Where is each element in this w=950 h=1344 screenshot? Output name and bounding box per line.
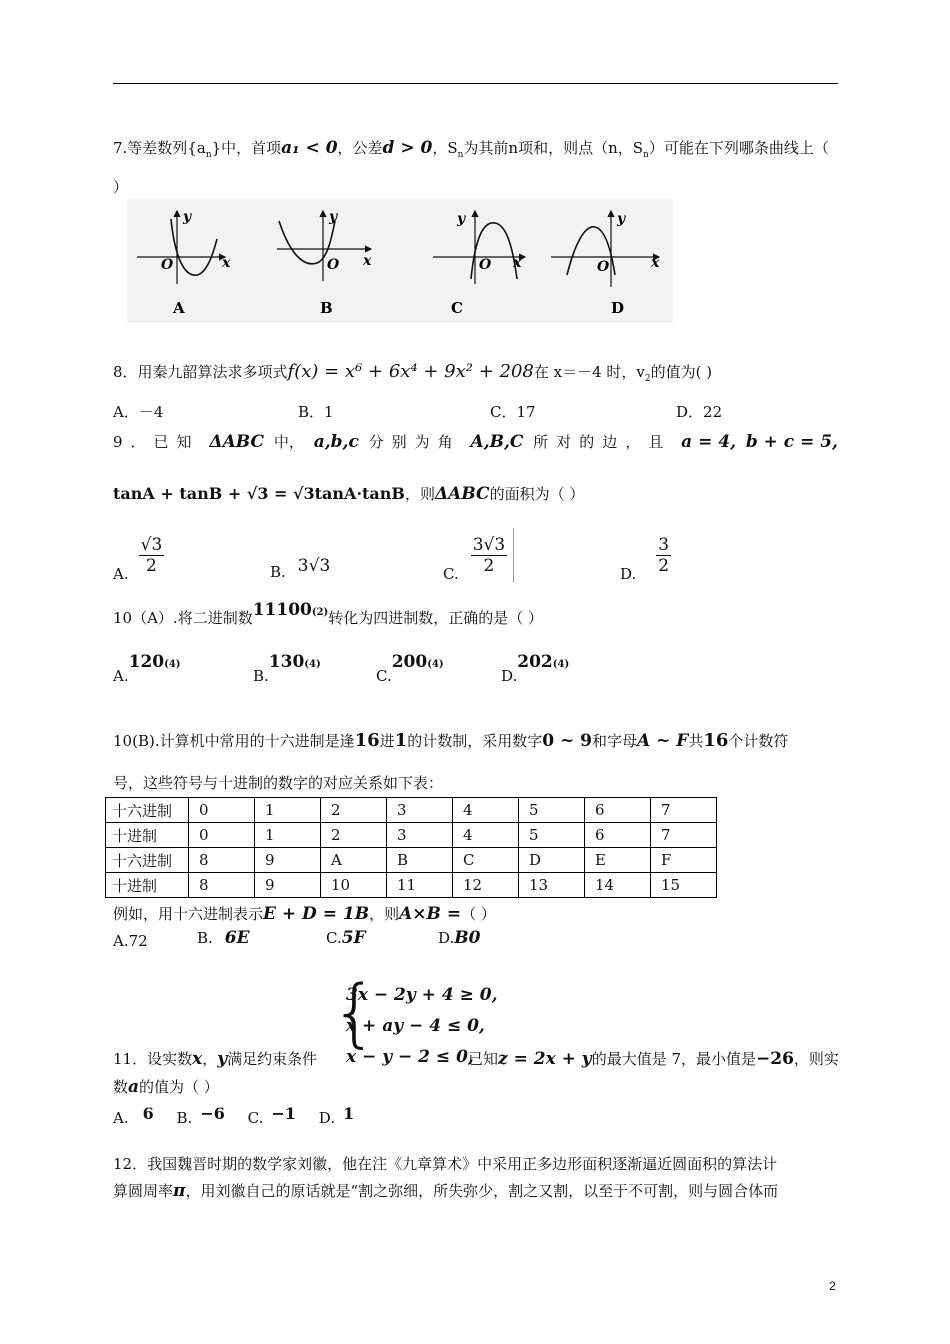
table-cell: D	[519, 848, 585, 873]
q9-option-d	[620, 527, 671, 583]
constraint-2: x + ay − 4 ≤ 0,	[346, 1016, 485, 1036]
q8-option-a: A．－4	[113, 403, 164, 421]
q10b-number: 1	[394, 730, 408, 751]
q10b-text: 和字母	[591, 732, 637, 750]
q8-option-d: D．22	[676, 403, 723, 421]
fraction-numerator: √3	[140, 534, 163, 555]
q7-difference-condition: d > 0	[382, 138, 433, 158]
y-axis-label: y	[329, 209, 338, 225]
table-cell: B	[387, 848, 453, 873]
q11-text: 已知	[468, 1050, 499, 1068]
table-cell: 1	[255, 798, 321, 823]
x-axis-label: x	[222, 255, 231, 271]
y-axis-label: y	[617, 211, 626, 227]
option-value: 120	[128, 652, 165, 672]
q10a-text: 10（A）.将二进制数	[113, 609, 253, 627]
table-cell: F	[651, 848, 717, 873]
option-label: C.	[247, 1109, 264, 1127]
q11-text: 11．设实数	[113, 1050, 193, 1068]
q10b-number: 16	[354, 730, 380, 751]
table-cell: C	[453, 848, 519, 873]
q10b-example-formula: E + D = 1B	[263, 904, 370, 924]
q12-text: 算圆周率	[113, 1182, 174, 1200]
q11-text: 满足约束条件	[227, 1050, 318, 1068]
graph-b	[277, 209, 372, 317]
q10b-text: 进	[379, 732, 395, 750]
constraint-1: 3x − 2y + 4 ≥ 0,	[346, 985, 498, 1005]
option-label: C.	[326, 929, 342, 947]
q7-first-term-condition: a₁ < 0	[281, 138, 338, 158]
option-base: (4)	[552, 659, 570, 670]
table-cell: 10	[321, 873, 387, 898]
x-axis-label: x	[651, 255, 660, 271]
q11-text: ，则实	[793, 1050, 839, 1068]
x-axis-label: x	[363, 253, 372, 269]
option-label: B.	[176, 1109, 193, 1127]
fraction-numerator: 3√3	[472, 534, 506, 555]
q10b-text: （ ）	[461, 905, 496, 923]
q10b-text: 10(B).计算机中常用的十六进制是逢	[113, 732, 355, 750]
table-row	[106, 823, 717, 848]
q10a-binary-number: 11100	[252, 600, 312, 620]
table-row	[106, 873, 717, 898]
option-label: D.	[318, 1109, 335, 1127]
q10b-question-formula: A×B =	[399, 904, 462, 924]
q10a-option-c	[376, 652, 444, 685]
q9-triangle: ΔABC	[209, 432, 264, 452]
q9-text: ，则	[404, 485, 435, 503]
q7-text: ）可能在下列哪条曲线上（	[648, 139, 829, 157]
q11-options	[113, 1104, 355, 1127]
option-base: (4)	[164, 659, 181, 670]
q9-line1	[113, 431, 838, 452]
option-label: B.	[270, 563, 286, 581]
q8-polynomial: f(x) = x⁶ + 6x⁴ + 9x² + 208	[287, 361, 534, 382]
q8-option-b: B．1	[298, 403, 334, 421]
q11-var-a: a	[128, 1077, 140, 1097]
page-number: 2	[829, 1279, 836, 1293]
table-row	[106, 798, 717, 823]
option-value: 3√3	[297, 556, 331, 576]
table-cell: 十六进制	[106, 798, 189, 823]
table-cell: 9	[255, 848, 321, 873]
q9-text: 所对的边，且	[533, 433, 672, 451]
option-label: D.	[438, 929, 455, 947]
table-cell: 8	[189, 848, 255, 873]
table-cell: 0	[189, 823, 255, 848]
q9-text: 的面积为（ ）	[489, 485, 585, 503]
q8-line: 8．用秦九韶算法求多项式f(x) = x⁶ + 6x⁴ + 9x² + 208在 x＝－4 时，$v_2$的值为( )	[113, 361, 713, 384]
option-value: 5F	[341, 928, 366, 948]
q9-line2	[113, 483, 584, 504]
q11-text: ，	[202, 1050, 218, 1068]
y-axis-label: y	[183, 209, 192, 225]
table-cell: 6	[585, 798, 651, 823]
q11-line1-b	[468, 1048, 839, 1069]
option-label: D.	[501, 667, 518, 685]
y-axis-label: y	[457, 211, 466, 227]
q9-angles: A,B,C	[470, 432, 524, 452]
table-cell: 6	[585, 823, 651, 848]
q7-line1: 7.等差数列$\{a_n\}$中，首项a₁ < 0，公差d > 0，$S_n$为其前n项和，则点（n，$S_n$）可能在下列哪条曲线上（	[113, 138, 829, 160]
q9-text: 9．已知	[113, 433, 200, 451]
q9-sides: a,b,c	[313, 432, 359, 452]
q10b-text: 个计数符	[728, 732, 789, 750]
table-cell: 1	[255, 823, 321, 848]
q8-text: 的值为( )	[650, 363, 713, 381]
table-cell: A	[321, 848, 387, 873]
graph-b-label: B	[320, 299, 333, 317]
q10b-option-c	[326, 928, 366, 948]
q10b-option-d	[438, 928, 480, 948]
table-cell: 2	[321, 823, 387, 848]
q10b-text: 例如，用十六进制表示	[113, 905, 264, 923]
q11-var-x: x	[192, 1049, 203, 1069]
table-cell: 十进制	[106, 823, 189, 848]
graph-c-label: C	[451, 299, 463, 317]
q8-text: 8．用秦九韶算法求多项式	[113, 363, 288, 381]
q10a-option-d	[501, 652, 570, 685]
table-cell: E	[585, 848, 651, 873]
option-label: C.	[443, 565, 459, 583]
constraint-3: x − y − 2 ≤ 0,	[346, 1047, 474, 1067]
graph-d-label: D	[611, 299, 625, 317]
origin-label: O	[479, 257, 492, 273]
q9-option-c	[443, 527, 514, 583]
q8-option-c: C．17	[490, 403, 536, 421]
q9-option-a	[113, 527, 164, 583]
origin-label: O	[597, 259, 610, 275]
table-cell: 4	[453, 823, 519, 848]
q11-line2	[113, 1076, 219, 1097]
q11-objective: z = 2x + y	[498, 1049, 592, 1069]
graph-a	[137, 209, 231, 317]
table-cell: 15	[651, 873, 717, 898]
q10b-digit-range: 0 ~ 9	[542, 731, 592, 751]
option-label: A.	[113, 565, 129, 583]
q10b-line1	[113, 730, 788, 751]
fraction-denominator: 2	[146, 555, 157, 576]
option-value: 6E	[224, 928, 250, 948]
q8-text: 在 x＝－4 时，v	[533, 363, 645, 381]
option-label: B.	[197, 929, 213, 947]
hex-decimal-table	[105, 797, 717, 898]
q9-option-b	[270, 555, 330, 582]
table-row	[106, 848, 717, 873]
q12-line1: 12．我国魏晋时期的数学家刘徽，他在注《九章算术》中采用正多边形面积逐渐逼近圆面积的算法计	[113, 1155, 778, 1173]
q10b-letter-range: A ~ F	[636, 731, 689, 751]
table-cell: 9	[255, 873, 321, 898]
q10b-text: ，则	[369, 905, 400, 923]
divider	[513, 528, 514, 582]
option-value: B0	[454, 928, 481, 948]
q7-text: 7.等差数列{a	[113, 139, 206, 157]
table-cell: 14	[585, 873, 651, 898]
graph-c	[433, 211, 525, 317]
table-cell: 十进制	[106, 873, 189, 898]
option-base: (4)	[427, 659, 444, 670]
q11-line1-a	[113, 1048, 317, 1069]
q12-pi: π	[173, 1181, 186, 1201]
option-value: 130	[268, 652, 305, 672]
q10a-line	[113, 600, 544, 628]
q10b-number: 16	[703, 730, 729, 751]
q9-tan-equation: tanA + tanB + √3 = √3tanA·tanB	[113, 484, 405, 503]
q10b-text: 共	[688, 732, 704, 750]
graph-d	[551, 211, 660, 317]
q7-graphs-svg	[127, 199, 673, 323]
option-value: 1	[342, 1104, 355, 1123]
q11-min-value: −26	[756, 1049, 794, 1069]
q7-graph-options	[127, 199, 673, 323]
option-value: 202	[517, 652, 553, 672]
table-cell: 2	[321, 798, 387, 823]
table-cell: 3	[387, 798, 453, 823]
q10b-example	[113, 903, 496, 924]
q10a-option-b	[253, 652, 321, 685]
option-label: B.	[253, 667, 269, 685]
fraction-denominator: 2	[483, 555, 495, 576]
q9-triangle: ΔABC	[434, 484, 490, 504]
q7-line2: ）	[113, 178, 129, 196]
q10a-option-a	[113, 652, 181, 685]
q10b-line2: 号，这些符号与十进制的数字的对应关系如下表：	[113, 774, 444, 792]
x-axis-label: x	[513, 255, 522, 271]
q10a-text: 转化为四进制数，正确的是（ ）	[328, 609, 544, 627]
header-rule	[113, 83, 838, 84]
q11-brace: {	[331, 970, 379, 1056]
q9-sum-bc: b + c = 5,	[745, 432, 838, 452]
table-cell: 4	[453, 798, 519, 823]
option-base: (4)	[304, 659, 321, 670]
table-cell: 8	[189, 873, 255, 898]
q10b-text: 的计数制，采用数字	[407, 732, 543, 750]
q10b-option-b	[197, 928, 250, 948]
q9-text: 中，	[273, 433, 304, 451]
table-cell: 十六进制	[106, 848, 189, 873]
option-value: −6	[200, 1104, 225, 1123]
q12-text: ，用刘徽自己的原话就是“割之弥细，所失弥少，割之又割，以至于不可割，则与圆合体而	[185, 1182, 779, 1200]
option-label: D.	[620, 565, 637, 583]
option-label: A.	[113, 667, 129, 685]
graph-a-label: A	[173, 299, 185, 317]
q9-side-a: a = 4,	[681, 432, 736, 452]
table-cell: 3	[387, 823, 453, 848]
table-cell: 13	[519, 873, 585, 898]
q10a-binary-base: (2)	[311, 607, 329, 618]
table-cell: 0	[189, 798, 255, 823]
q7-text: }中，首项	[211, 139, 282, 157]
table-cell: 7	[651, 823, 717, 848]
origin-label: O	[161, 257, 174, 273]
q7-text: ，S	[432, 139, 458, 157]
origin-label: O	[327, 257, 340, 273]
option-label: C.	[376, 667, 392, 685]
option-label: A.	[113, 1109, 129, 1127]
q11-text: 数	[113, 1078, 129, 1096]
option-value: −1	[271, 1104, 296, 1123]
q11-text: 的值为（ ）	[139, 1078, 219, 1096]
table-cell: 5	[519, 823, 585, 848]
q7-text: 为其前n项和，则点（n，S	[463, 139, 644, 157]
option-value: 200	[391, 652, 428, 672]
fraction-numerator: 3	[658, 534, 670, 555]
q11-var-y: y	[217, 1049, 228, 1069]
fraction-denominator: 2	[658, 555, 670, 576]
option-value: 6	[142, 1104, 154, 1123]
table-cell: 7	[651, 798, 717, 823]
table-cell: 5	[519, 798, 585, 823]
table-cell: 12	[453, 873, 519, 898]
q12-line2	[113, 1180, 778, 1201]
q11-text: 的最大值是 7，最小值是	[591, 1050, 757, 1068]
q9-text: 分别为角	[368, 433, 461, 451]
table-cell: 11	[387, 873, 453, 898]
q7-text: ，公差	[337, 139, 383, 157]
q10b-option-a: A.72	[113, 932, 148, 950]
